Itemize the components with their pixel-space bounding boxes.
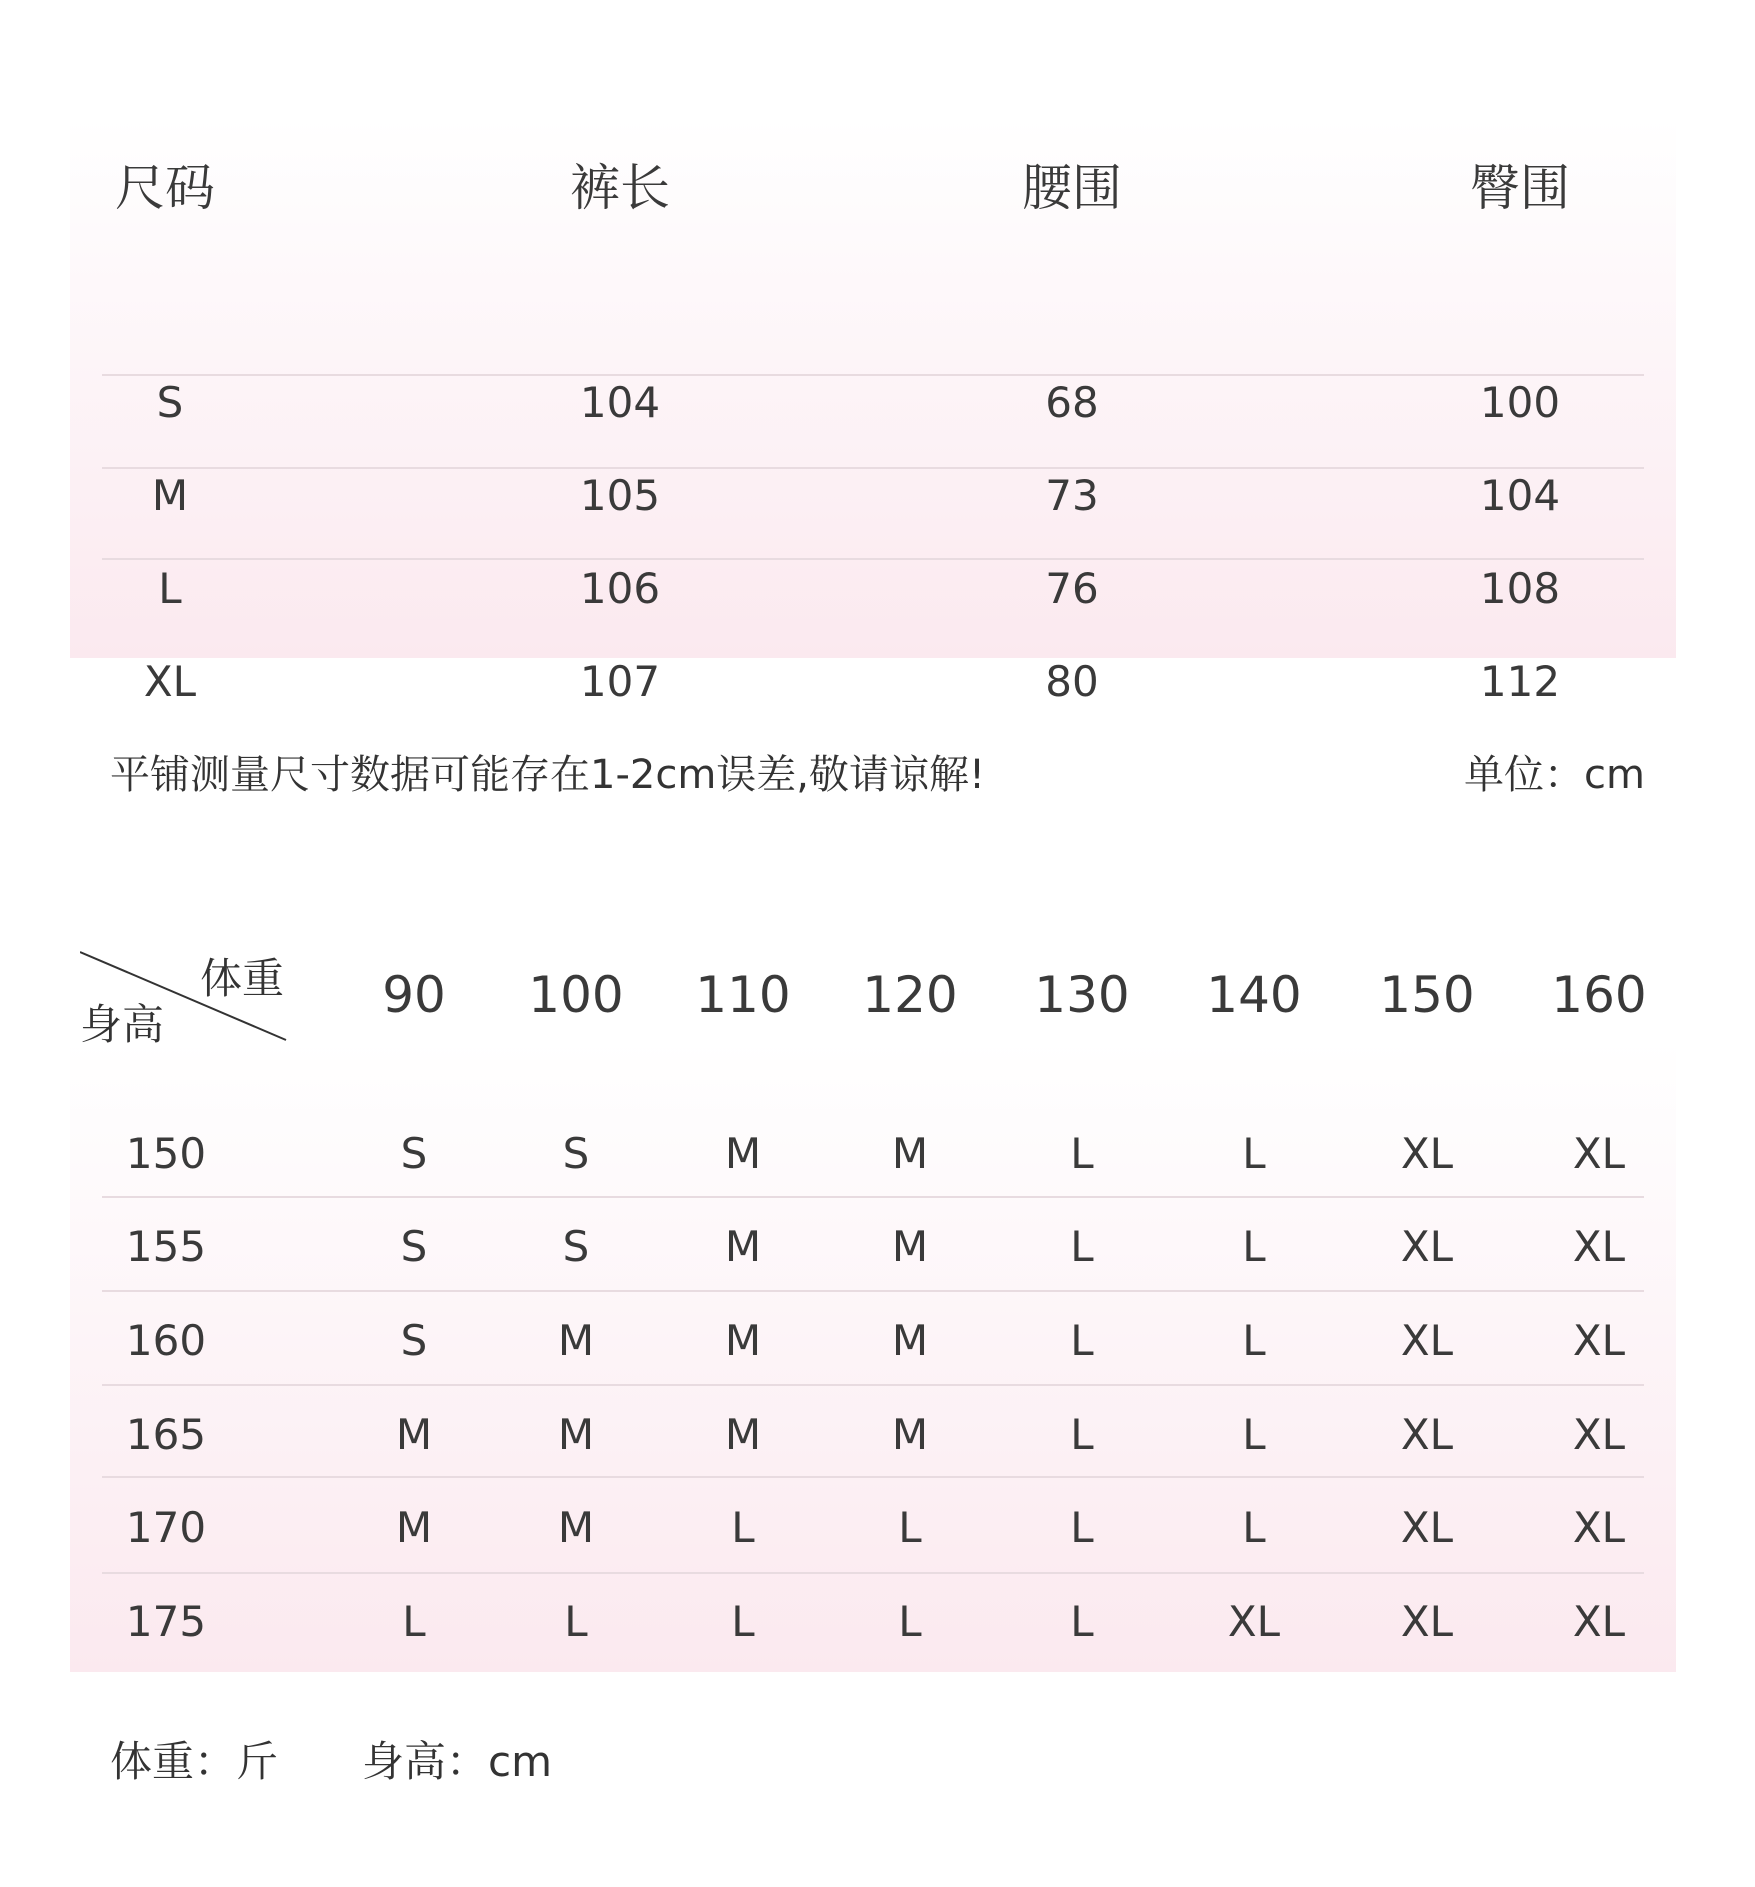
height-cell: 165 [125, 1410, 207, 1459]
hip-cell: 112 [1479, 657, 1561, 706]
header-waist: 腰围 [1022, 159, 1122, 217]
measurement-disclaimer: 平铺测量尺寸数据可能存在1-2cm误差,敬请谅解! [110, 752, 986, 798]
size-cell: XL [143, 657, 197, 706]
size-cell: XL [1400, 1597, 1454, 1646]
size-cell: S [562, 1129, 590, 1178]
corner-height-label: 身高 [80, 1000, 165, 1049]
waist-cell: 80 [1045, 657, 1099, 706]
size-cell: XL [1572, 1222, 1626, 1271]
recommendation-row [0, 1575, 1755, 1669]
recommendation-row [0, 1200, 1755, 1294]
size-cell: XL [1572, 1129, 1626, 1178]
hip-cell: 100 [1479, 378, 1561, 427]
row-divider [102, 467, 1644, 469]
hip-cell: 104 [1479, 471, 1561, 520]
size-cell: M [891, 1316, 929, 1365]
weight-header: 110 [695, 966, 791, 1024]
size-row [70, 449, 1676, 542]
corner-weight-label: 体重 [200, 954, 285, 1003]
size-cell: L [1242, 1503, 1266, 1552]
height-unit-note: 身高：cm [362, 1737, 553, 1786]
size-cell: XL [1400, 1503, 1454, 1552]
size-cell: S [400, 1129, 428, 1178]
size-cell: M [724, 1129, 762, 1178]
size-cell: L [564, 1597, 588, 1646]
size-cell: M [724, 1222, 762, 1271]
size-cell: M [557, 1410, 595, 1459]
size-cell: L [1242, 1129, 1266, 1178]
size-cell: L [898, 1597, 922, 1646]
unit-note: 单位：cm [1464, 752, 1645, 798]
size-cell: S [400, 1222, 428, 1271]
size-cell: XL [1572, 1503, 1626, 1552]
recommendation-row [0, 1294, 1755, 1388]
row-divider [102, 1196, 1644, 1198]
size-cell: M [151, 471, 189, 520]
length-cell: 107 [579, 657, 661, 706]
size-cell: XL [1572, 1597, 1626, 1646]
size-cell: XL [1572, 1316, 1626, 1365]
height-cell: 150 [125, 1129, 207, 1178]
length-cell: 106 [579, 564, 661, 613]
row-divider [102, 1290, 1644, 1292]
size-cell: XL [1400, 1222, 1454, 1271]
size-cell: XL [1400, 1316, 1454, 1365]
size-cell: XL [1400, 1410, 1454, 1459]
row-divider [102, 558, 1644, 560]
weight-header: 90 [382, 966, 446, 1024]
size-cell: M [395, 1410, 433, 1459]
header-hip: 臀围 [1470, 159, 1570, 217]
size-cell: S [400, 1316, 428, 1365]
size-cell: L [1070, 1222, 1094, 1271]
size-cell: S [156, 378, 184, 427]
size-cell: M [724, 1316, 762, 1365]
height-cell: 155 [125, 1222, 207, 1271]
weight-header: 150 [1379, 966, 1475, 1024]
size-cell: M [557, 1503, 595, 1552]
size-cell: L [1242, 1410, 1266, 1459]
size-cell: XL [1572, 1410, 1626, 1459]
size-cell: M [395, 1503, 433, 1552]
size-cell: M [557, 1316, 595, 1365]
corner-header [80, 940, 290, 1050]
hip-cell: 108 [1479, 564, 1561, 613]
size-cell: L [1070, 1597, 1094, 1646]
size-cell: L [1070, 1503, 1094, 1552]
waist-cell: 68 [1045, 378, 1099, 427]
size-cell: M [891, 1410, 929, 1459]
size-cell: XL [1227, 1597, 1281, 1646]
height-cell: 175 [125, 1597, 207, 1646]
size-table [70, 118, 1676, 706]
row-divider [102, 1476, 1644, 1478]
recommendation-row [0, 1388, 1755, 1482]
size-cell: L [731, 1503, 755, 1552]
size-cell: L [1070, 1316, 1094, 1365]
size-cell: XL [1400, 1129, 1454, 1178]
size-cell: M [891, 1129, 929, 1178]
row-divider [102, 1572, 1644, 1574]
size-table-header [70, 148, 1676, 228]
weight-unit-note: 体重：斤 [110, 1737, 279, 1786]
height-cell: 170 [125, 1503, 207, 1552]
size-row [70, 635, 1676, 728]
weight-header: 140 [1206, 966, 1302, 1024]
length-cell: 105 [579, 471, 661, 520]
size-cell: L [158, 564, 182, 613]
size-cell: L [898, 1503, 922, 1552]
size-row [70, 356, 1676, 449]
height-cell: 160 [125, 1316, 207, 1365]
size-cell: L [1242, 1222, 1266, 1271]
size-cell: L [1070, 1410, 1094, 1459]
size-cell: S [562, 1222, 590, 1271]
waist-cell: 73 [1045, 471, 1099, 520]
size-cell: L [1242, 1316, 1266, 1365]
size-cell: L [1070, 1129, 1094, 1178]
row-divider [102, 374, 1644, 376]
size-cell: M [724, 1410, 762, 1459]
size-cell: L [731, 1597, 755, 1646]
waist-cell: 76 [1045, 564, 1099, 613]
header-size: 尺码 [115, 159, 215, 217]
row-divider [102, 1384, 1644, 1386]
header-length: 裤长 [570, 159, 670, 217]
size-cell: L [402, 1597, 426, 1646]
length-cell: 104 [579, 378, 661, 427]
recommendation-row [0, 1481, 1755, 1575]
weight-header: 120 [862, 966, 958, 1024]
weight-header: 100 [528, 966, 624, 1024]
weight-header: 130 [1034, 966, 1130, 1024]
size-cell: M [891, 1222, 929, 1271]
recommendation-row [0, 1107, 1755, 1201]
weight-header: 160 [1551, 966, 1647, 1024]
size-row [70, 542, 1676, 635]
